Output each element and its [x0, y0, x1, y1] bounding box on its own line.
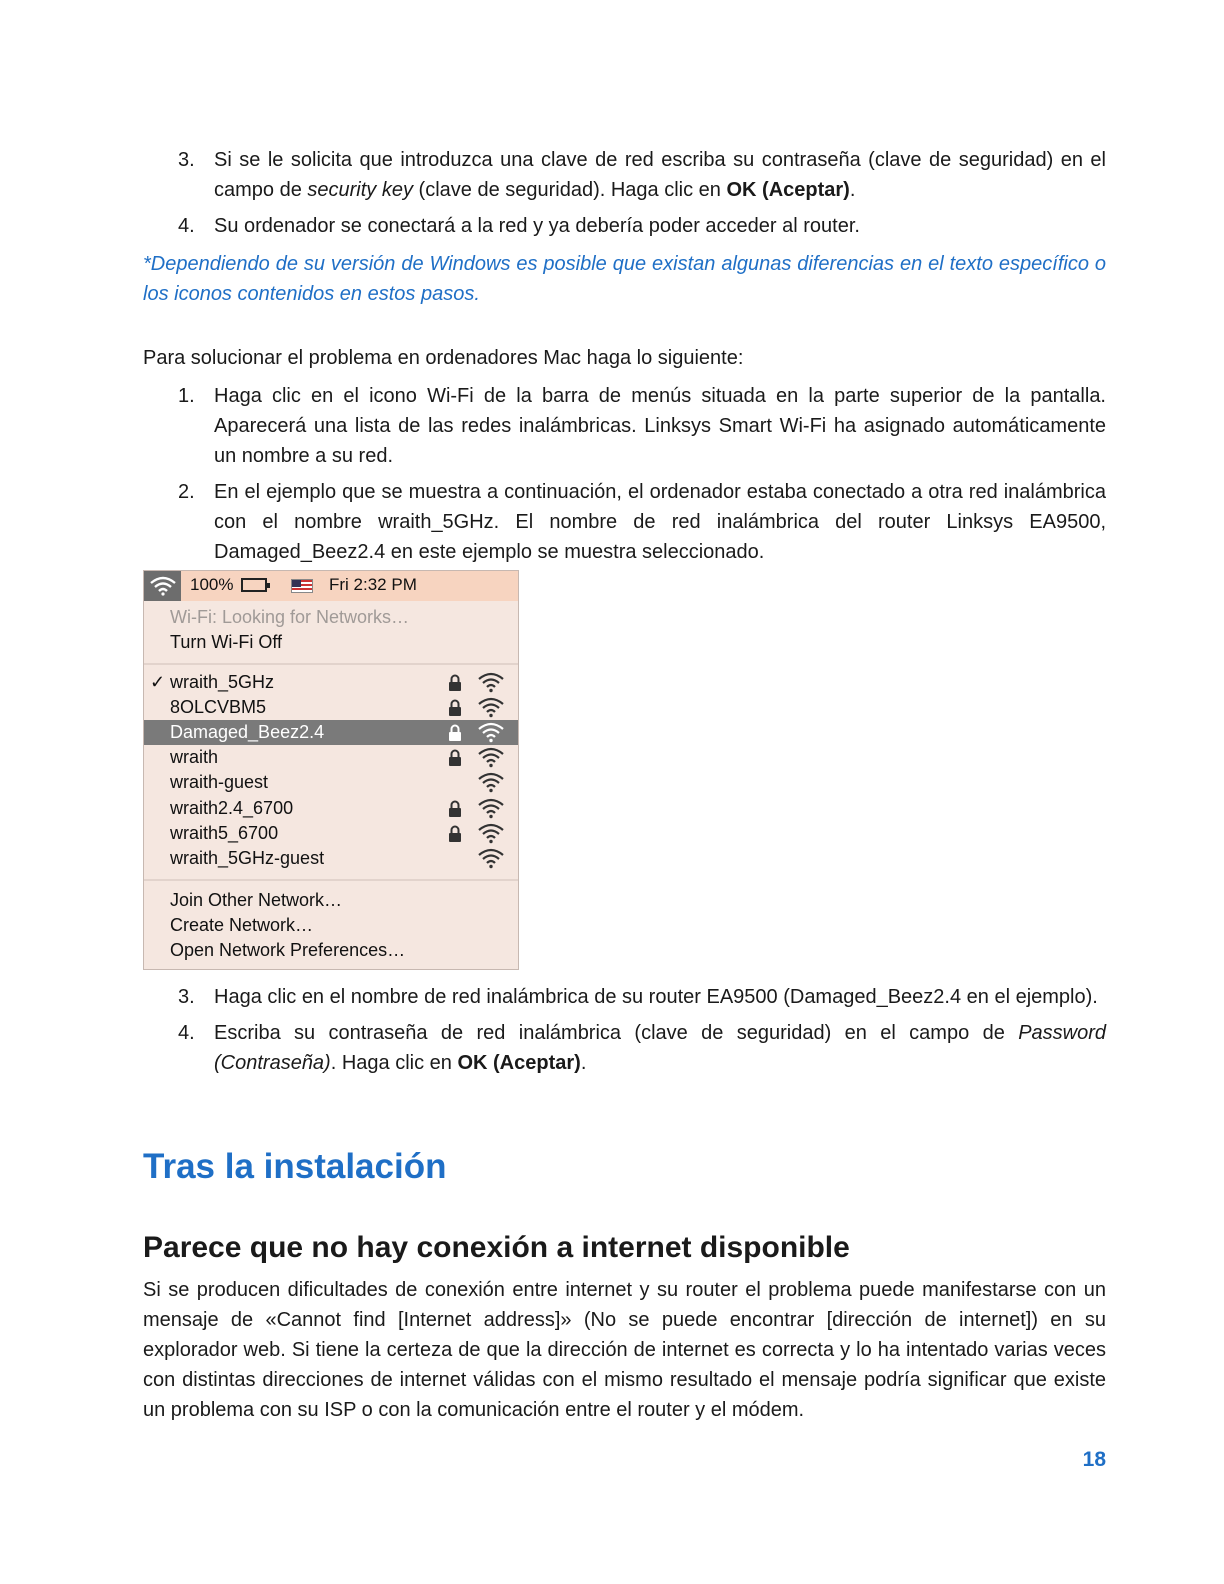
list-number: 3.	[178, 986, 195, 1008]
lock-icon	[448, 674, 462, 691]
network-name: wraith	[170, 747, 219, 768]
network-name: 8OLCVBM5	[170, 697, 267, 718]
network-row[interactable]	[144, 695, 518, 720]
open-network-preferences-item[interactable]: Open Network Preferences…	[170, 940, 406, 960]
list-text: Si se le solicita que introduzca una clave de red escriba su contraseña (clave de seguridad) en el campo de	[214, 149, 1106, 201]
menubar-clock: Fri 2:32 PM	[329, 575, 417, 594]
network-row[interactable]	[144, 720, 518, 745]
lock-icon	[448, 699, 462, 716]
wifi-signal-icon	[478, 672, 504, 693]
list-number: 4.	[178, 1022, 195, 1044]
list-text: Su ordenador se conectará a la red y ya debería poder acceder al router.	[214, 215, 860, 237]
wifi-signal-icon	[478, 722, 504, 743]
list-text: Haga clic en el icono Wi-Fi de la barra de menús situada en la parte superior de la pantalla. Aparecerá una lista de las redes inalámbricas. Linksys Smart Wi-Fi ha asignado automáticamente un nombre a su red.	[214, 385, 1106, 467]
list-text: .	[580, 1052, 587, 1074]
wifi-signal-icon	[478, 772, 504, 793]
list-text: En el ejemplo que se muestra a continuación, el ordenador estaba conectado a otra red inalámbrica con el nombre wraith_5GHz. El nombre de red inalámbrica del router Linksys EA9500, Damaged_Beez2.4 en este ejemplo se muestra seleccionado.	[214, 481, 1106, 563]
wifi-signal-icon	[478, 747, 504, 768]
subsection-title: Parece que no hay conexión a internet disponible	[143, 1231, 850, 1264]
list-item	[178, 982, 1106, 1012]
join-other-network-item[interactable]: Join Other Network…	[170, 890, 343, 910]
network-name: wraith-guest	[170, 772, 269, 793]
mac-steps-list	[178, 381, 1106, 573]
mac-wifi-menu-screenshot	[143, 570, 519, 970]
lock-icon	[448, 825, 462, 842]
bold-text: OK (Aceptar)	[726, 179, 850, 201]
emphasis-text: security key	[307, 179, 413, 201]
list-text: .	[849, 179, 856, 201]
lock-icon	[448, 749, 462, 766]
network-row[interactable]	[144, 670, 518, 695]
turn-wifi-off-item[interactable]: Turn Wi-Fi Off	[170, 632, 282, 652]
wifi-signal-icon	[478, 798, 504, 819]
wifi-signal-icon	[478, 697, 504, 718]
wifi-status: Wi-Fi: Looking for Networks…	[170, 607, 410, 627]
network-row[interactable]	[144, 770, 518, 795]
list-number: 1.	[178, 385, 195, 407]
mac-intro: Para solucionar el problema en ordenadores Mac haga lo siguiente:	[143, 347, 744, 369]
menu-bar	[144, 571, 518, 601]
list-item	[178, 145, 1106, 205]
network-row[interactable]	[144, 846, 518, 871]
list-item	[178, 477, 1106, 567]
create-network-item[interactable]: Create Network…	[170, 915, 314, 935]
us-flag-icon	[291, 579, 313, 593]
network-name: wraith5_6700	[170, 822, 279, 843]
list-text: Escriba su contraseña de red inalámbrica (clave de seguridad) en el campo de	[214, 1022, 1019, 1044]
list-number: 2.	[178, 481, 195, 503]
page-number: 18	[1082, 1448, 1106, 1471]
network-row[interactable]	[144, 821, 518, 846]
body-paragraph: Si se producen dificultades de conexión entre internet y su router el problema puede manifestarse con un mensaje de «Cannot find [Internet address]» (No se puede encontrar [dirección de internet]) en su explorador web. Si tiene la certeza de que la dirección de internet es correcta y lo ha intentado varias veces con distintas direcciones de internet válidas con el mismo resultado el mensaje podría significar que existe un problema con su ISP o con la comunicación entre el router y el módem.	[143, 1279, 1106, 1421]
menubar-wifi-button[interactable]	[144, 571, 181, 601]
battery-icon	[241, 578, 267, 592]
network-row[interactable]	[144, 796, 518, 821]
battery-percent: 100%	[190, 575, 234, 594]
menu-divider	[144, 663, 518, 665]
wifi-icon	[150, 576, 176, 596]
wifi-signal-icon	[478, 848, 504, 869]
list-item	[178, 211, 1106, 241]
mac-steps-list-continued	[178, 982, 1106, 1084]
network-name: wraith_5GHz-guest	[170, 847, 325, 868]
network-row[interactable]	[144, 745, 518, 770]
bold-text: OK (Aceptar)	[457, 1052, 581, 1074]
list-text: . Haga clic en	[330, 1052, 458, 1074]
list-number: 3.	[178, 149, 195, 171]
network-name: Damaged_Beez2.4	[170, 722, 325, 743]
top-steps-list	[178, 145, 1106, 247]
windows-note: *Dependiendo de su versión de Windows es posible que existan algunas diferencias en el texto específico o los iconos contenidos en estos pasos.	[143, 253, 1106, 305]
list-text: Haga clic en el nombre de red inalámbrica de su router EA9500 (Damaged_Beez2.4 en el ejemplo).	[214, 986, 1098, 1008]
lock-icon	[448, 800, 462, 817]
network-name: wraith_5GHz	[170, 672, 275, 692]
list-item	[178, 381, 1106, 471]
menu-divider	[144, 879, 518, 881]
list-number: 4.	[178, 215, 195, 237]
wifi-signal-icon	[478, 823, 504, 844]
section-title: Tras la instalación	[143, 1147, 447, 1186]
lock-icon	[448, 724, 462, 741]
network-name: wraith2.4_6700	[170, 797, 294, 818]
emphasis-text: Password (Contraseña)	[214, 1022, 1106, 1074]
list-item	[178, 1018, 1106, 1078]
list-text: (clave de seguridad). Haga clic en	[412, 179, 727, 201]
checkmark-icon: ✓	[150, 672, 166, 692]
